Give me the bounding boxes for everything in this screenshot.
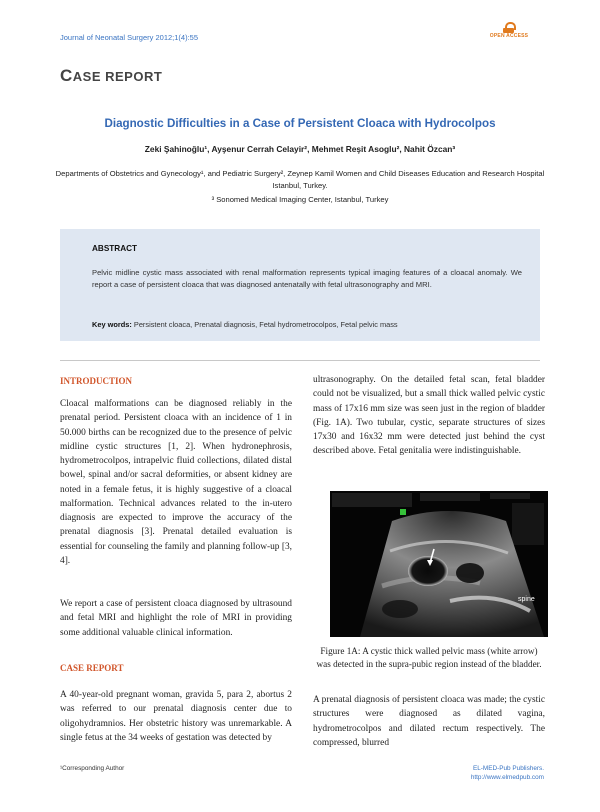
open-access-label: OPEN ACCESS <box>489 33 529 39</box>
right-paragraph-2: A prenatal diagnosis of persistent cloaca was made; the cystic structures were diagnosed as dilated vagina, hydrometrocolpos and dilated rectum respectively. The compressed, blurred <box>313 695 545 748</box>
intro-paragraph-2: We report a case of persistent cloaca diagnosed by ultrasound and fetal MRI and highlight the role of MRI in providing some additional valuable clinical information. <box>60 599 292 638</box>
spine-label: spine <box>518 596 535 603</box>
ultrasound-graphic <box>330 491 548 637</box>
publisher-name: EL-MED-Pub Publishers. <box>472 765 544 772</box>
affiliation-1: Departments of Obstetrics and Gynecology¹, and Pediatric Surgery², Zeynep Kamil Women and Child Diseases Education and Research Hospital Istanbul, Turkey. <box>55 169 545 190</box>
divider <box>60 360 540 361</box>
journal-citation: Journal of Neonatal Surgery 2012;1(4):55 <box>60 33 199 42</box>
publisher-url[interactable]: http://www.elmedpub.com <box>470 773 544 781</box>
keywords <box>92 320 522 329</box>
right-paragraph-1: ultrasonography. On the detailed fetal scan, fetal bladder could not be visualized, but a small thick walled pelvic cystic mass of 17x16 mm size was seen just in the region of bladder (Fig. 1A). Two tubular, cystic, separate structures of sizes 17x30 and 16x32 mm were detected just behind the cyst described above. Fetal genitalia were indistinguishable. <box>313 375 545 457</box>
intro-heading: INTRODUCTION <box>60 376 133 386</box>
case-report-heading: CASE REPORT <box>60 663 124 673</box>
section-label: CASE REPORT <box>60 66 163 85</box>
affiliation-2: ³ Sonomed Medical Imaging Center, Istanbul, Turkey <box>211 195 389 204</box>
article-title: Diagnostic Difficulties in a Case of Persistent Cloaca with Hydrocolpos <box>104 117 496 130</box>
footnote: ¹Corresponding Author <box>60 765 125 772</box>
keywords-list: Persistent cloaca, Prenatal diagnosis, Fetal hydrometrocolpos, Fetal pelvic mass <box>131 320 398 329</box>
case-paragraph-1: A 40-year-old pregnant woman, gravida 5, para 2, abortus 2 was referred to our prenatal diagnosis center due to oligohydramnios. Her obstetric history was unremarkable. A single fetus at the 34 weeks of gestation was detected by <box>60 690 292 743</box>
open-access-logo <box>484 20 534 42</box>
ultrasound-image <box>330 491 548 637</box>
keywords-label: Key words: <box>92 320 132 329</box>
figure-caption: Figure 1A: A cystic thick walled pelvic mass (white arrow) was detected in the supra-pubic region instead of the bladder. <box>316 646 542 670</box>
abstract-text: Pelvic midline cystic mass associated with renal malformation represents typical imaging features of a cloacal anomaly. We report a case of persistent cloaca that was diagnosed antenatally with fetal ultrasonography and MRI. <box>92 268 522 289</box>
intro-paragraph-1: Cloacal malformations can be diagnosed reliably in the prenatal period. Persistent cloaca with an incidence of 1 in 50.000 births can be recognized due to the presence of pelvic midline cystic structures [1, 2]. When hydronephrosis, hydrometrocolpos, intrapelvic fluid collections, dilated distal bowel, spinal and/or sacral deformities, or absent kidney are noted in a female fetus, it is highly suggestive of a cloacal malformation. Technical advances related to the in-utero diagnosis are expected to improve the accuracy of the prenatal diagnosis [3]. Prenatal detailed evaluation is essential for counseling the family and planning follow-up [3, 4]. <box>60 399 292 566</box>
abstract-heading: ABSTRACT <box>92 244 138 253</box>
publisher-footer <box>440 765 544 782</box>
authors: Zeki Şahinoğlu¹, Ayşenur Cerrah Celayir², Mehmet Reşit Asoglu², Nahit Özcan³ <box>144 144 456 154</box>
